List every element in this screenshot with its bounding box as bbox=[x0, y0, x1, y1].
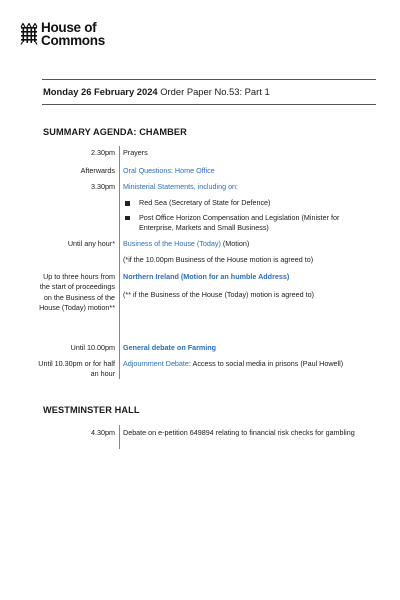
agenda-time: 4.30pm bbox=[91, 428, 115, 437]
logo-wordmark bbox=[41, 22, 105, 47]
adjournment-debate-link[interactable]: Adjournment Debate bbox=[123, 359, 189, 368]
adjournment-suffix: : Access to social media in prisons (Paul Howell) bbox=[188, 359, 344, 368]
bullet-item: Post Office Horizon Compensation and Legislation (Minister for Enterprise, Markets and Small Business) bbox=[123, 213, 355, 234]
farming-debate-link[interactable]: General debate on Farming bbox=[123, 343, 217, 352]
portcullis-icon bbox=[20, 23, 38, 45]
westminster-debate-item: Debate on e-petition 649894 relating to financial risk checks for gambling bbox=[123, 428, 355, 437]
northern-ireland-note: (** if the Business of the House (Today) motion is agreed to) bbox=[123, 290, 314, 300]
adjournment-item bbox=[123, 359, 355, 369]
order-paper-header bbox=[43, 86, 270, 97]
northern-ireland-item bbox=[123, 272, 355, 301]
business-of-house-link[interactable]: Business of the House (Today) bbox=[123, 239, 221, 248]
header-paper: Order Paper No.53: Part 1 bbox=[160, 86, 270, 97]
agenda-time: Until 10.30pm or for half an hour bbox=[38, 359, 115, 379]
logo-line-2: Commons bbox=[41, 32, 105, 48]
business-of-house-item bbox=[123, 239, 355, 266]
ministerial-statements-link[interactable]: Ministerial Statements, including on: bbox=[123, 182, 239, 191]
agenda-time: Until 10.00pm bbox=[70, 343, 115, 352]
oral-questions-link[interactable]: Oral Questions: Home Office bbox=[123, 166, 215, 175]
bullet-item: Red Sea (Secretary of State for Defence) bbox=[123, 198, 355, 208]
agenda-time: 2.30pm bbox=[91, 148, 115, 157]
business-suffix: (Motion) bbox=[220, 239, 250, 248]
header-top-rule bbox=[42, 79, 376, 80]
chamber-section-title: SUMMARY AGENDA: CHAMBER bbox=[43, 127, 187, 137]
agenda-time: 3.30pm bbox=[91, 182, 115, 191]
house-of-commons-logo bbox=[20, 22, 105, 47]
agenda-item: Prayers bbox=[123, 148, 148, 157]
westminster-divider-line bbox=[119, 425, 120, 449]
chamber-divider-line bbox=[119, 146, 120, 379]
header-date: Monday 26 February 2024 bbox=[43, 86, 158, 97]
ministerial-statements bbox=[123, 182, 355, 234]
northern-ireland-link[interactable]: Northern Ireland (Motion for an humble Address) bbox=[123, 272, 290, 281]
westminster-section-title: WESTMINSTER HALL bbox=[43, 405, 140, 415]
header-bottom-rule bbox=[42, 104, 376, 105]
agenda-time: Afterwards bbox=[80, 166, 115, 175]
logo-line-1: House of bbox=[41, 20, 97, 35]
business-note: (*if the 10.00pm Business of the House motion is agreed to) bbox=[123, 255, 314, 265]
agenda-time: Until any hour* bbox=[67, 239, 115, 248]
agenda-time: Up to three hours from the start of proceedings on the Business of the House (Today) motion** bbox=[39, 272, 115, 313]
